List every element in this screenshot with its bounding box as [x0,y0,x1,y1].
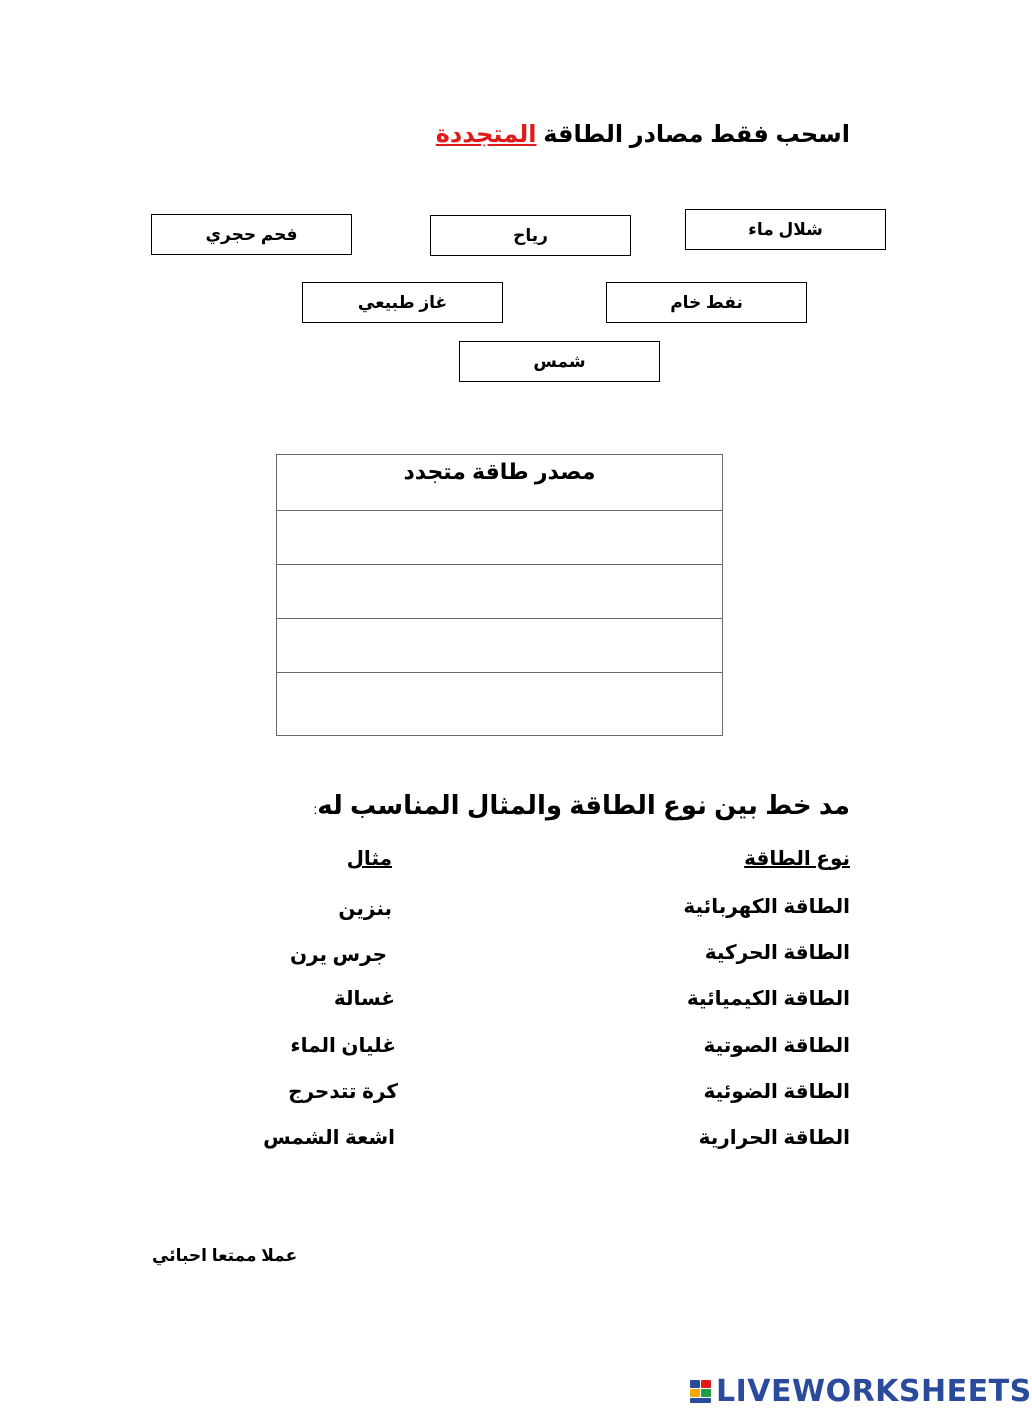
drag-card-coal[interactable] [151,214,352,255]
card-label: شلال ماء [748,219,823,239]
card-label: نفط خام [670,292,743,312]
liveworksheets-logo [690,1374,1032,1408]
title-main-text: اسحب فقط مصادر الطاقة [536,121,850,148]
drag-card-crude-oil[interactable] [606,282,807,323]
match-type-chemical[interactable]: الطاقة الكيميائية [686,988,850,1010]
match-instruction-title [313,790,850,821]
drop-table-header: مصدر طاقة متجدد [277,455,723,511]
match-example-ringing-bell[interactable]: جرس يرن [289,944,387,966]
card-label: فحم حجري [205,224,298,244]
match-example-rolling-ball[interactable]: كرة تتدحرج [288,1081,398,1103]
liveworksheets-wordmark: LIVEWORKSHEETS [716,1373,1032,1409]
match-type-thermal[interactable]: الطاقة الحرارية [698,1127,850,1149]
match-type-kinetic[interactable]: الطاقة الحركية [704,942,850,964]
match-example-sun-rays[interactable]: اشعة الشمس [263,1127,395,1149]
match-example-washing-machine[interactable]: غسالة [333,988,395,1010]
match-type-electric[interactable]: الطاقة الكهربائية [683,896,850,918]
drag-card-natural-gas[interactable] [302,282,503,323]
drag-instruction-title [436,120,850,149]
drag-card-waterfall[interactable] [685,209,886,250]
card-label: غاز طبيعي [357,292,448,312]
card-label: شمس [533,351,586,371]
title-highlight-text: المتجددة [435,121,537,148]
footer-note: عملا ممتعا احبائي [152,1246,298,1265]
card-label: رياح [513,225,548,245]
title2-text: مد خط بين نوع الطاقة والمثال المناسب له [317,790,850,820]
match-example-gasoline[interactable]: بنزين [338,898,392,920]
drop-zone-4[interactable] [277,673,723,736]
drop-zone-1[interactable] [277,511,723,565]
drop-zone-2[interactable] [277,565,723,619]
match-type-light[interactable]: الطاقة الضوئية [703,1081,850,1103]
column-heading-example: مثال [346,848,392,870]
column-heading-type: نوع الطاقة [744,848,850,870]
liveworksheets-icon [690,1378,712,1404]
drop-zone-3[interactable] [277,619,723,673]
renewable-drop-table [276,454,723,736]
title2-mark: : [313,801,318,817]
drag-card-sun[interactable] [459,341,660,382]
drag-card-wind[interactable] [430,215,631,256]
match-example-boiling-water[interactable]: غليان الماء [290,1035,396,1057]
match-type-sound[interactable]: الطاقة الصوتية [703,1035,850,1057]
